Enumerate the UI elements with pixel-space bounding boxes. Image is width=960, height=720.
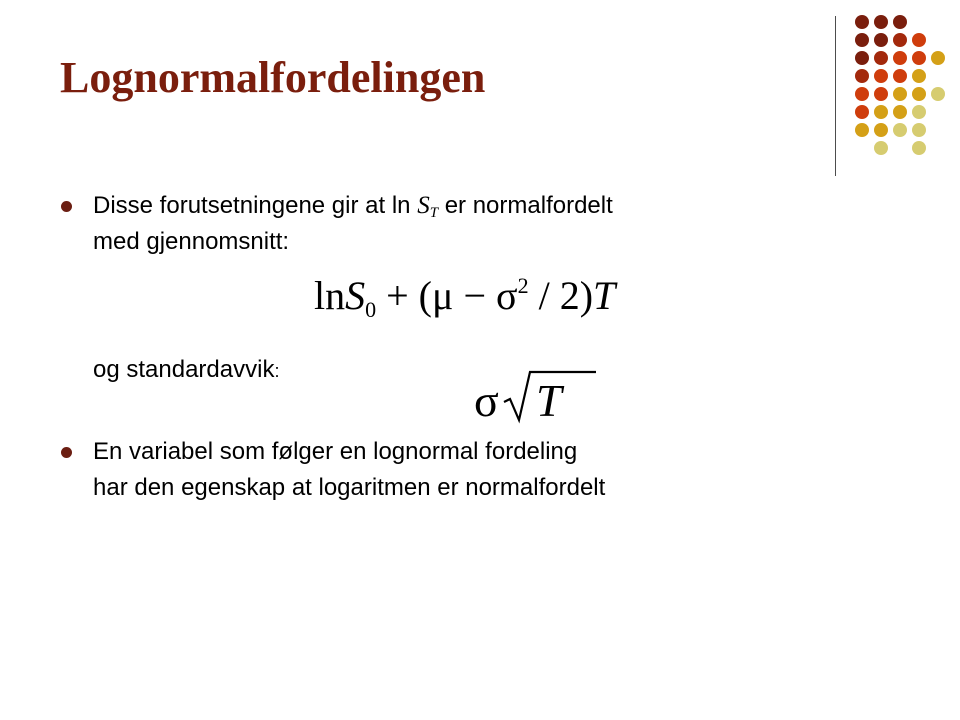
decor-dot (893, 69, 907, 83)
bullet-icon (61, 447, 72, 458)
decor-dot (931, 87, 945, 101)
decor-dot (874, 15, 888, 29)
decor-dot (893, 51, 907, 65)
bullet-1-line-1: Disse forutsetningene gir at $\ln S_T$ er normalfordelt (93, 192, 613, 221)
decor-dot (912, 105, 926, 119)
decor-dot (912, 123, 926, 137)
decor-dot (874, 123, 888, 137)
decor-dot (874, 69, 888, 83)
decor-dot (912, 69, 926, 83)
decor-dot (893, 123, 907, 137)
vertical-divider (835, 16, 836, 176)
std-label: og standardavvik: (93, 356, 280, 383)
decor-dot (912, 51, 926, 65)
decor-dot (855, 15, 869, 29)
decor-dot (855, 69, 869, 83)
decor-dot (931, 51, 945, 65)
decor-dot (893, 15, 907, 29)
t-symbol: T (536, 375, 562, 424)
decor-dot (912, 141, 926, 155)
decor-dot (893, 33, 907, 47)
decor-dot (874, 33, 888, 47)
decor-dot (855, 33, 869, 47)
decor-dot (855, 87, 869, 101)
decor-dot (874, 51, 888, 65)
std-formula (474, 368, 604, 424)
decor-dot (893, 87, 907, 101)
sigma-symbol: σ (474, 375, 499, 424)
mean-formula: $\ln S_0 + (\mu - \sigma^2 / 2)T$ (314, 273, 616, 322)
decor-dot (874, 105, 888, 119)
bullet-2-line-1: En variabel som følger en lognormal fordeling (93, 438, 578, 465)
bullet-1-line-2: med gjennomsnitt: (93, 228, 290, 255)
decorative-dot-grid (0, 0, 960, 180)
slide-title: Lognormalfordelingen (60, 53, 486, 102)
decor-dot (893, 105, 907, 119)
decor-dot (912, 87, 926, 101)
decor-dot (912, 33, 926, 47)
bullet-icon (61, 201, 72, 212)
decor-dot (855, 123, 869, 137)
decor-dot (855, 51, 869, 65)
variable-s-t: $S_T$ (417, 192, 439, 221)
decor-dot (874, 87, 888, 101)
decor-dot (855, 105, 869, 119)
decor-dot (874, 141, 888, 155)
bullet-2-line-2: har den egenskap at logaritmen er normalfordelt (93, 474, 606, 501)
